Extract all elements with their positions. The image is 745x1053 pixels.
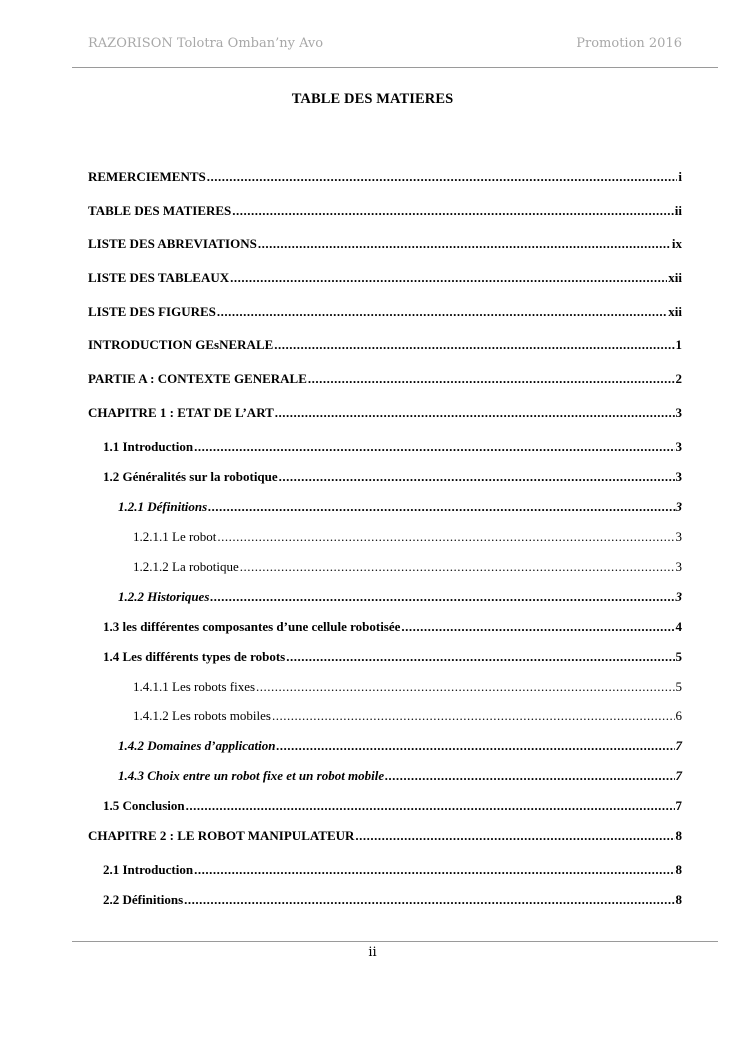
header-promotion: Promotion 2016 [576, 36, 682, 51]
toc-entry-page: 3 [675, 499, 682, 514]
toc-entry[interactable] [88, 679, 682, 699]
toc-entry-label: 1.2 Généralités sur la robotique [103, 469, 278, 484]
toc-entry-label: 1.4.1.1 Les robots fixes [133, 679, 256, 694]
toc-entry[interactable] [88, 649, 682, 669]
toc-entry-label: 1.2.1 Définitions [118, 499, 208, 514]
toc-leader [186, 798, 675, 814]
toc-entry[interactable] [88, 371, 682, 391]
toc-entry-page: 6 [675, 708, 682, 723]
toc-leader [275, 405, 675, 421]
toc-entry-label: 1.2.1.1 Le robot [133, 529, 217, 544]
toc-entry-page: 3 [675, 405, 682, 420]
header-author: RAZORISON Tolotra Omban’ny Avo [88, 36, 324, 51]
toc-leader [286, 649, 674, 665]
toc-entry-page: 8 [675, 892, 682, 907]
toc-entry[interactable] [88, 469, 682, 489]
toc-entry[interactable] [88, 270, 682, 290]
toc-entry-label: TABLE DES MATIERES [88, 203, 232, 218]
toc-entry[interactable] [88, 236, 682, 256]
toc-entry-page: 7 [675, 798, 682, 813]
toc-entry-page: 3 [675, 559, 682, 574]
toc-entry-label: 1.5 Conclusion [103, 798, 185, 813]
toc-entry-label: CHAPITRE 1 : ETAT DE L’ART [88, 405, 274, 420]
toc-entry[interactable] [88, 589, 682, 609]
toc-entry-page: 1 [675, 337, 682, 352]
toc-entry[interactable] [88, 304, 682, 324]
toc-entry-page: xii [668, 304, 682, 319]
toc-leader [308, 371, 675, 387]
toc-leader [355, 828, 674, 844]
toc-entry-page: 8 [675, 862, 682, 877]
toc-entry[interactable] [88, 862, 682, 882]
toc-entry-label: CHAPITRE 2 : LE ROBOT MANIPULATEUR [88, 828, 355, 843]
toc-entry[interactable] [88, 499, 682, 519]
toc-entry[interactable] [88, 738, 682, 758]
toc-entry[interactable] [88, 798, 682, 818]
toc-entry-label: 1.4.2 Domaines d’application [118, 738, 276, 753]
footer-rule [72, 941, 718, 942]
toc-leader [274, 337, 674, 353]
toc-entry-label: 1.3 les différentes composantes d’une cellule robotisée [103, 619, 401, 634]
toc-leader [276, 738, 674, 754]
toc-entry[interactable] [88, 768, 682, 788]
toc-entry-page: 7 [675, 768, 682, 783]
toc-entry-page: 8 [675, 828, 682, 843]
toc-entry-label: 1.4 Les différents types de robots [103, 649, 286, 664]
toc-entry-label: REMERCIEMENTS [88, 169, 206, 184]
toc-entry-page: 4 [675, 619, 682, 634]
page-header [88, 36, 682, 54]
toc-entry[interactable] [88, 619, 682, 639]
toc-leader [401, 619, 674, 635]
toc-leader [272, 708, 675, 724]
toc-leader [240, 559, 675, 575]
toc-entry[interactable] [88, 708, 682, 728]
toc-leader [230, 270, 667, 286]
toc-entry-label: 1.4.1.2 Les robots mobiles [133, 708, 271, 723]
toc-entry-label: LISTE DES FIGURES [88, 304, 216, 319]
toc-leader [194, 439, 674, 455]
toc-leader [385, 768, 674, 784]
toc-leader [256, 679, 674, 695]
toc-entry-label: 1.2.2 Historiques [118, 589, 210, 604]
toc-entry[interactable] [88, 203, 682, 223]
toc-entry-label: 2.2 Définitions [103, 892, 184, 907]
toc-entry-label: LISTE DES TABLEAUX [88, 270, 230, 285]
toc-leader [184, 892, 674, 908]
toc-entry-page: xii [668, 270, 682, 285]
toc-entry-label: 1.2.1.2 La robotique [133, 559, 239, 574]
toc-entry-page: 3 [675, 469, 682, 484]
toc-leader [194, 862, 674, 878]
toc-entry-label: 1.4.3 Choix entre un robot fixe et un robot mobile [118, 768, 385, 783]
toc-entry-label: LISTE DES ABREVIATIONS [88, 236, 257, 251]
toc-entry-page: i [678, 169, 682, 184]
toc-entry[interactable] [88, 529, 682, 549]
toc-leader [279, 469, 675, 485]
toc-entry-page: ix [671, 236, 682, 251]
toc-entry[interactable] [88, 169, 682, 189]
toc-entry-page: 5 [675, 679, 682, 694]
toc-leader [258, 236, 671, 252]
toc-entry[interactable] [88, 828, 682, 848]
toc-entry-page: 3 [675, 439, 682, 454]
toc-entry[interactable] [88, 337, 682, 357]
toc-entry-label: PARTIE A : CONTEXTE GENERALE [88, 371, 307, 386]
toc-entry-page: 3 [675, 589, 682, 604]
toc-leader [217, 529, 674, 545]
page-title: TABLE DES MATIERES [291, 91, 454, 107]
toc-entry[interactable] [88, 439, 682, 459]
toc-entry-page: 5 [675, 649, 682, 664]
toc-entry-page: ii [674, 203, 682, 218]
header-rule [72, 67, 718, 68]
toc-entry-page: 2 [675, 371, 682, 386]
toc-entry-label: INTRODUCTION GEsNERALE [88, 337, 274, 352]
toc-entry-label: 2.1 Introduction [103, 862, 194, 877]
toc-entry-page: 7 [675, 738, 682, 753]
footer-page-number: ii [368, 945, 377, 960]
toc-entry-page: 3 [675, 529, 682, 544]
toc-entry[interactable] [88, 892, 682, 912]
toc-entry-label: 1.1 Introduction [103, 439, 194, 454]
toc-leader [207, 169, 678, 185]
toc-leader [208, 499, 674, 515]
toc-leader [217, 304, 667, 320]
toc-entry[interactable] [88, 405, 682, 425]
toc-entry[interactable] [88, 559, 682, 579]
toc-leader [232, 203, 673, 219]
toc-leader [210, 589, 674, 605]
